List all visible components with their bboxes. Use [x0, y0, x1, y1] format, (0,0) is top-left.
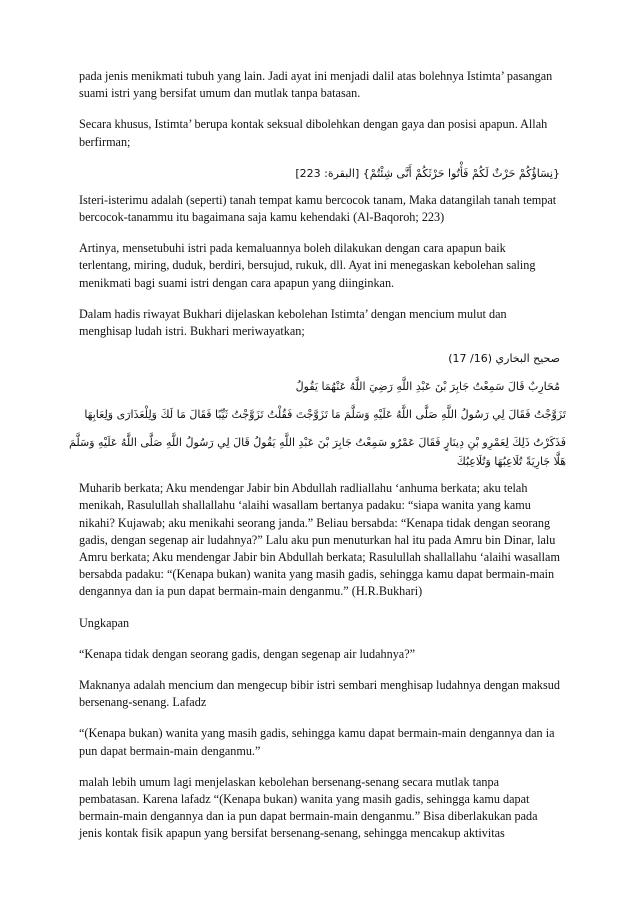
spacer — [79, 711, 560, 725]
spacer — [79, 368, 560, 377]
spacer — [79, 226, 560, 240]
paragraph-meaning: Maknanya adalah mencium dan mengecup bibir istri sembari menghisap ludahnya dengan maksud bersenang-senang. Lafadz — [79, 678, 560, 710]
hadith-matn-1-arabic: تَزَوَّجْتُ فَقَالَ لِي رَسُولُ اللَّهِ صَلَّى اللَّهُ عَلَيْهِ وَسَلَّمَ مَا تَزَوَّجْتَ فَقُلْتُ تَزَوَّجْتُ ثَيِّبًا فَقَالَ مَا لَكَ وَلِلْعَذَارَى وَلِعَابِهَا — [84, 408, 566, 422]
hadith-translation: Muharib berkata; Aku mendengar Jabir bin Abdullah radliallahu ‘anhuma berkata; aku telah menikah, Rasulullah shallallahu ‘alaihi wasallam bertanya padaku: “siapa wanita yang kamu nikahi? Kujawab; aku menikahi seorang janda.” Beliau bersabda: “Kenapa tidak dengan seorang gadis, dengan segenap air ludahnya?” Lalu aku pun menuturkan hal itu pada Amru bin Dinar, lalu Amru berkata; Aku mendengar Jabir bin Abdullah berkata; Rasulullah shallallahu ‘alaihi wasallam bersabda padaku: “(Kenapa bukan) wanita yang masih gadis, sehingga kamu dapat bermain-main dengannya dan ia pun dapat bermain-main denganmu.” (H.R.Bukhari) — [79, 481, 560, 599]
quote-2: “(Kenapa bukan) wanita yang masih gadis, sehingga kamu dapat bermain-main dengannya dan ia pun dapat bermain-main denganmu.” — [79, 726, 555, 758]
quote-1: “Kenapa tidak dengan seorang gadis, dengan segenap air ludahnya?” — [79, 646, 416, 661]
spacer — [79, 396, 560, 405]
paragraph-ungkapan: Ungkapan — [79, 615, 130, 630]
paragraph-1: pada jenis menikmati tubuh yang lain. Jadi ayat ini menjadi dalil atas bolehnya Istimta’ pasangan suami istri yang bersifat umum dan mutlak tanpa batasan. — [79, 69, 553, 101]
spacer — [79, 424, 560, 433]
spacer — [79, 183, 560, 192]
hadith-matn-2-arabic: فَذَكَرْتُ ذَلِكَ لِعَمْرِو بْنِ دِينَارٍ فَقَالَ عَمْرٌو سَمِعْتُ جَابِرَ بْنَ عَبْدِ اللَّهِ يَقُولُ قَالَ لِي رَسُولُ اللَّهِ صَلَّى اللَّهُ عَلَيْهِ وَسَلَّمَ هَلَّا جَارِيَةً تُلَاعِبُهَا وَتُلَاعِبُكَ — [69, 436, 566, 469]
spacer — [79, 471, 560, 480]
paragraph-4: Dalam hadis riwayat Bukhari dijelaskan kebolehan Istimta’ dengan mencium mulut dan menghisap ludah istri. Bukhari meriwayatkan; — [79, 306, 507, 339]
spacer — [79, 102, 560, 116]
spacer — [79, 601, 560, 615]
spacer — [79, 151, 560, 160]
hadith-isnad-arabic: مُحَارِبٌ قَالَ سَمِعْتُ جَابِرَ بْنَ عَبْدِ اللَّهِ رَضِيَ اللَّهُ عَنْهُمَا يَقُولُ — [295, 380, 560, 394]
verse-translation: Isteri-isterimu adalah (seperti) tanah tempat kamu bercocok tanam, Maka datangilah tanah tempat bercocok-tanammu itu bagaimana saja kamu kehendaki (Al-Baqoroh; 223) — [79, 192, 557, 225]
spacer — [79, 632, 560, 646]
hadith-source-arabic: صحيح البخاري (16/ 17) — [448, 352, 560, 366]
paragraph-final: malah lebih umum lagi menjelaskan kebolehan bersenang-senang secara mutlak tanpa pembatasan. Karena lafadz “(Kenapa bukan) wanita yang masih gadis, sehingga kamu dapat bermain-main dengannya dan ia pun dapat bermain-main denganmu.” Bisa diberlakukan pada jenis kontak fisik apapun yang bersifat bersenang-senang, sehingga mencakup aktivitas — [79, 774, 538, 841]
quran-verse-arabic: {نِسَاؤُكُمْ حَرْثٌ لَكُمْ فَأْتُوا حَرْثَكُمْ أَنَّى شِئْتُمْ} [البقرة: 223] — [295, 166, 560, 180]
paragraph-2: Secara khusus, Istimta’ berupa kontak seksual dibolehkan dengan gaya dan posisi apapun. Allah berfirman; — [79, 117, 548, 149]
paragraph-3: Artinya, mensetubuhi istri pada kemaluannya boleh dilakukan dengan cara apapun baik terlentang, miring, duduk, berdiri, bersujud, rukuk, dll. Ayat ini menegaskan kebolehan saling menikmati bagi suami istri dengan cara apapun yang diinginkan. — [79, 241, 536, 290]
spacer — [79, 340, 560, 349]
spacer — [79, 760, 560, 774]
spacer — [79, 663, 560, 677]
spacer — [79, 292, 560, 306]
